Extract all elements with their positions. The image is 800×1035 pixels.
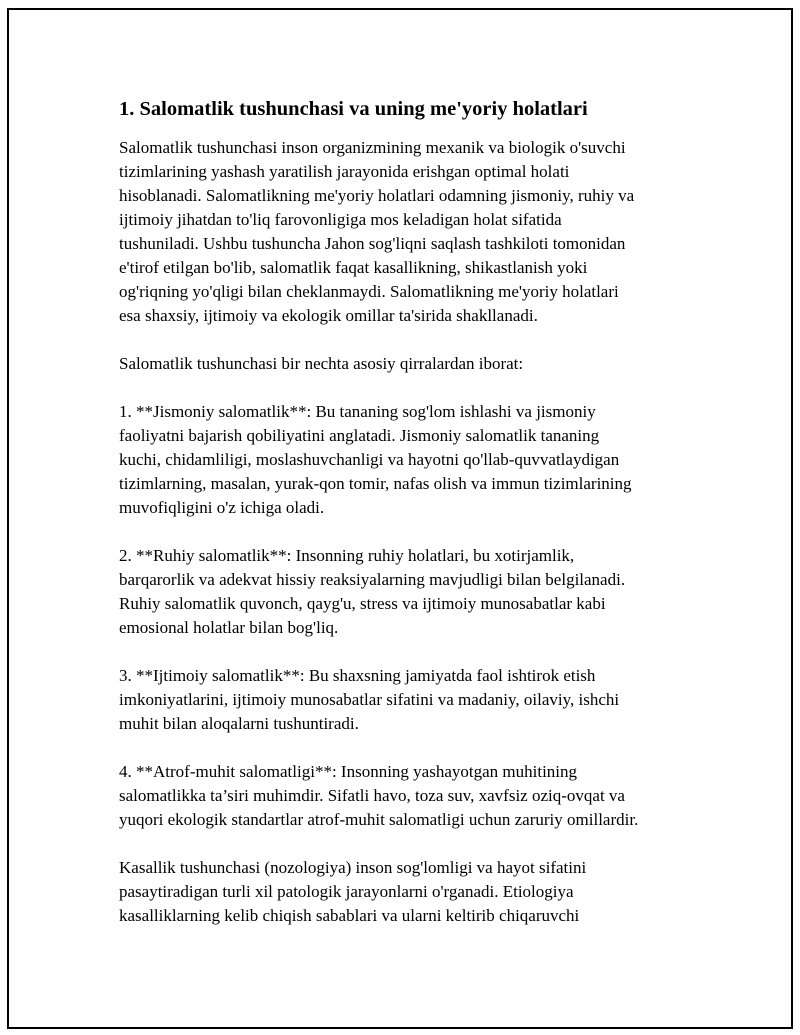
paragraph	[119, 136, 699, 328]
text-line: hisoblanadi. Salomatlikning me'yoriy holatlari odamning jismoniy, ruhiy va	[119, 186, 635, 205]
text-line: ijtimoiy jihatdan to'liq farovonligiga mos keladigan holat sifatida	[119, 210, 562, 229]
text-line: esa shaxsiy, ijtimoiy va ekologik omillar ta'sirida shakllanadi.	[119, 306, 538, 325]
text-line: tizimlarning, masalan, yurak-qon tomir, nafas olish va immun tizimlarining	[119, 474, 632, 493]
paragraph	[119, 760, 699, 832]
paragraph	[119, 664, 699, 736]
text-line: e'tirof etilgan bo'lib, salomatlik faqat kasallikning, shikastlanish yoki	[119, 258, 588, 277]
paragraph	[119, 856, 699, 928]
paragraph	[119, 352, 699, 376]
text-line: Kasallik tushunchasi (nozologiya) inson sog'lomligi va hayot sifatini	[119, 858, 587, 877]
text-line: 1. **Jismoniy salomatlik**: Bu tananing sog'lom ishlashi va jismoniy	[119, 402, 596, 421]
section-title: 1. Salomatlik tushunchasi va uning me'yoriy holatlari	[119, 98, 588, 120]
text-line: muhit bilan aloqalarni tushuntiradi.	[119, 714, 359, 733]
text-line: 3. **Ijtimoiy salomatlik**: Bu shaxsning jamiyatda faol ishtirok etish	[119, 666, 596, 685]
text-line: muvofiqligini o'z ichiga oladi.	[119, 498, 325, 517]
text-line: og'riqning yo'qligi bilan cheklanmaydi. Salomatlikning me'yoriy holatlari	[119, 282, 619, 301]
document-page	[7, 8, 793, 1029]
text-line: emosional holatlar bilan bog'liq.	[119, 618, 339, 637]
text-line: tushuniladi. Ushbu tushuncha Jahon sog'liqni saqlash tashkiloti tomonidan	[119, 234, 626, 253]
text-line: pasaytiradigan turli xil patologik jarayonlarni o'rganadi. Etiologiya	[119, 882, 574, 901]
text-line: tizimlarining yashash yaratilish jarayonida erishgan optimal holati	[119, 162, 570, 181]
text-line: 2. **Ruhiy salomatlik**: Insonning ruhiy holatlari, bu xotirjamlik,	[119, 546, 575, 565]
document-content	[119, 96, 699, 952]
paragraph-list	[119, 136, 699, 928]
text-line: salomatlikka ta’siri muhimdir. Sifatli havo, toza suv, xavfsiz oziq-ovqat va	[119, 786, 625, 805]
text-line: yuqori ekologik standartlar atrof-muhit salomatligi uchun zaruriy omillardir.	[119, 810, 639, 829]
text-line: imkoniyatlarini, ijtimoiy munosabatlar sifatini va madaniy, oilaviy, ishchi	[119, 690, 620, 709]
text-line: Salomatlik tushunchasi bir nechta asosiy qirralardan iborat:	[119, 354, 524, 373]
text-line: faoliyatni bajarish qobiliyatini anglatadi. Jismoniy salomatlik tananing	[119, 426, 600, 445]
text-line: kasalliklarning kelib chiqish sabablari va ularni keltirib chiqaruvchi	[119, 906, 580, 925]
text-line: Salomatlik tushunchasi inson organizmining mexanik va biologik o'suvchi	[119, 138, 626, 157]
text-line: 4. **Atrof-muhit salomatligi**: Insonning yashayotgan muhitining	[119, 762, 578, 781]
text-line: Ruhiy salomatlik quvonch, qayg'u, stress va ijtimoiy munosabatlar kabi	[119, 594, 606, 613]
paragraph	[119, 544, 699, 640]
text-line: kuchi, chidamliligi, moslashuvchanligi va hayotni qo'llab-quvvatlaydigan	[119, 450, 620, 469]
text-line: barqarorlik va adekvat hissiy reaksiyalarning mavjudligi bilan belgilanadi.	[119, 570, 626, 589]
paragraph	[119, 400, 699, 520]
